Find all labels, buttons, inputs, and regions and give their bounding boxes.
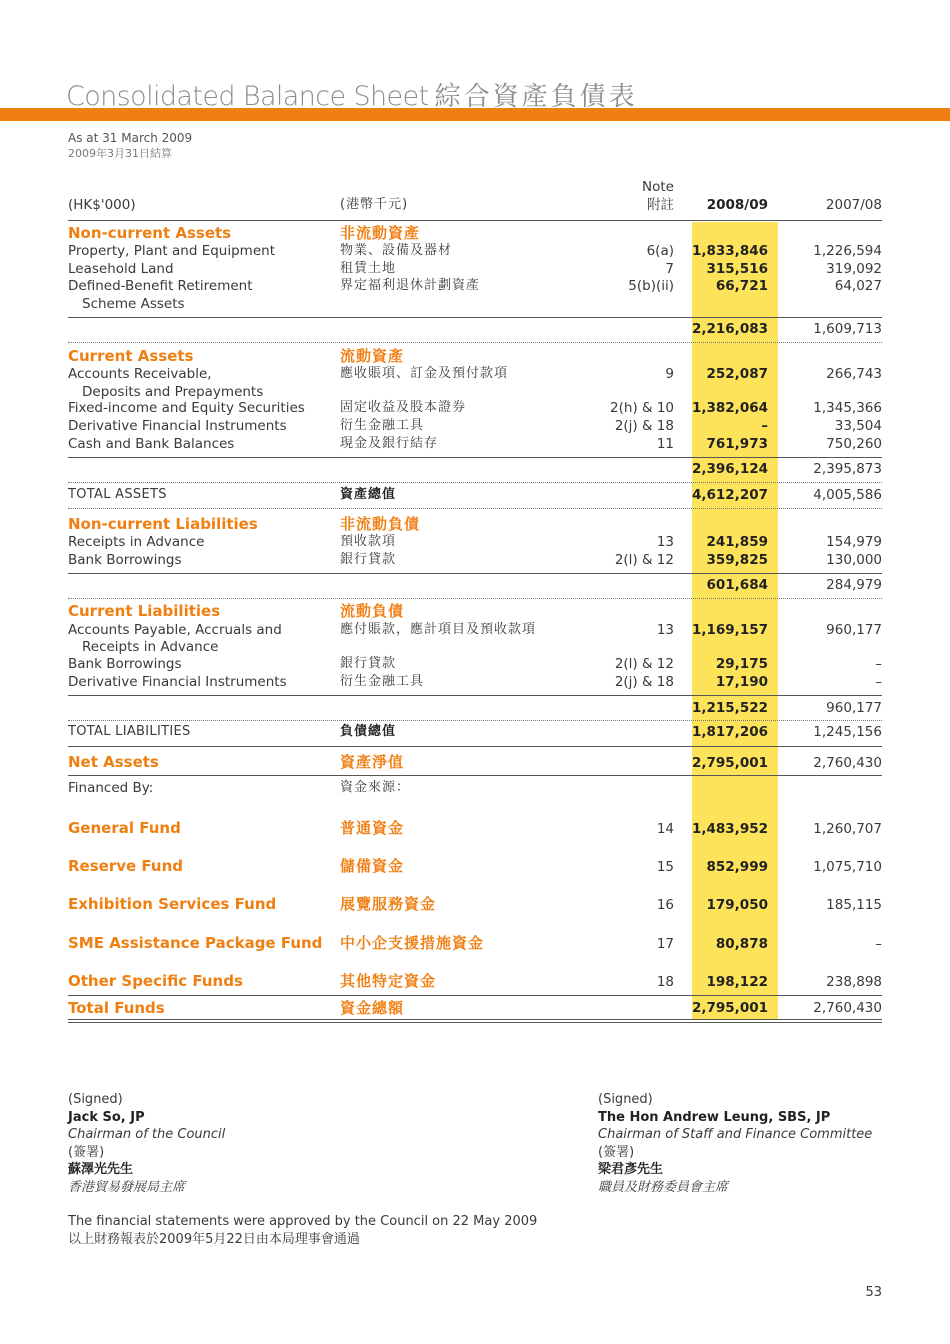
fund-label-zh: 中小企支援措施資金 [340,934,485,952]
row-label-en: Accounts Payable, Accruals and [68,622,282,638]
as-at-en: As at 31 March 2009 [68,131,193,145]
fund-previous-value: 185,115 [826,897,882,913]
total-funds-current: 2,795,001 [691,1000,768,1016]
row-previous-value: 266,743 [826,366,882,382]
row-note: 2(j) & 18 [614,418,674,434]
row-label-en: Receipts in Advance [68,534,205,550]
row-previous-value: 1,345,366 [813,400,882,416]
row-note: 13 [656,534,674,550]
row-previous-value: 130,000 [826,552,882,568]
fund-label-en: SME Assistance Package Fund [68,934,323,952]
signed-label-zh: (簽署) [68,1144,105,1160]
note-header-zh: 附註 [647,197,674,213]
row-note: 2(l) & 12 [614,552,674,568]
fund-label-zh: 展覽服務資金 [340,895,437,913]
row-note: 7 [665,261,674,277]
row-note: 11 [656,436,674,452]
row-label-en: Cash and Bank Balances [68,436,235,452]
fund-note: 18 [656,974,674,990]
unit-label-zh: (港幣千元) [340,197,409,212]
note-header-en: Note [642,179,674,195]
approval-zh: 以上財務報表於2009年5月22日由本局理事會通過 [68,1232,360,1247]
row-note: 2(l) & 12 [614,656,674,672]
fund-note: 15 [656,859,674,875]
signatory-name-zh: 蘇澤光先生 [68,1162,134,1177]
total-liabilities-label-zh: 負債總值 [340,724,397,739]
fund-label-zh: 普通資金 [340,819,405,837]
row-label-en: Property, Plant and Equipment [68,243,275,259]
title-en: Consolidated Balance Sheet [66,81,429,112]
page-number: 53 [865,1285,882,1300]
section-heading-en: Current Liabilities [68,602,221,620]
row-current-value: 315,516 [706,261,768,277]
funds-rule [68,995,882,996]
fund-current-value: 179,050 [706,897,768,913]
fund-current-value: 80,878 [715,936,768,952]
section-heading-en: Non-current Assets [68,224,232,242]
row-current-value: 17,190 [715,674,768,690]
fund-previous-value: 1,075,710 [813,859,882,875]
fund-note: 16 [656,897,674,913]
financed-by-label-en: Financed By: [68,780,154,796]
total-funds-rule-2 [68,1022,882,1023]
row-label-zh: 固定收益及股本證券 [340,400,467,415]
subtotal-previous: 2,395,873 [813,461,882,477]
signature-right [598,1091,872,1196]
row-current-value: 252,087 [706,366,768,382]
row-current-value: 1,169,157 [691,622,768,638]
fund-previous-value: 238,898 [826,974,882,990]
fund-current-value: 198,122 [706,974,768,990]
row-note: 13 [656,622,674,638]
subtotal-current: 2,396,124 [691,461,768,477]
row-label-zh: 租賃土地 [340,261,397,276]
total-liabilities-current: 1,817,206 [691,724,768,740]
signature-left [68,1091,225,1196]
row-note: 2(j) & 18 [614,674,674,690]
row-label-zh: 應付賬款，應計項目及預收款項 [340,622,537,637]
row-label-en: Defined-Benefit Retirement [68,278,253,294]
total-funds-rule-1 [68,1019,882,1020]
subtotal-rule [68,457,882,458]
row-label-zh: 衍生金融工具 [340,418,425,433]
section-heading-en: Non-current Liabilities [68,515,258,533]
fund-note: 14 [656,821,674,837]
as-at-date [68,130,192,162]
signatory-name-en: Jack So, JP [68,1109,145,1125]
header-rule [68,220,882,221]
row-note: 5(b)(ii) [628,278,674,294]
row-label-zh: 應收賬項、訂金及預付款項 [340,366,509,381]
fund-label-en: Exhibition Services Fund [68,895,277,913]
section-divider [68,342,882,343]
section-divider [68,720,882,721]
row-label-en: Bank Borrowings [68,656,182,672]
fund-label-zh: 儲備資金 [340,857,405,875]
section-heading-en: Current Assets [68,347,194,365]
row-label-zh: 現金及銀行結存 [340,436,439,451]
row-label-en-continued: Scheme Assets [82,296,185,312]
row-label-zh: 物業、設備及器材 [340,243,453,258]
row-note: 9 [665,366,674,382]
unit-label-en: (HK$'000) [68,197,136,213]
total-funds-previous: 2,760,430 [813,1000,882,1016]
row-current-value: 359,825 [706,552,768,568]
subtotal-previous: 1,609,713 [813,321,882,337]
row-label-zh: 銀行貸款 [340,552,397,567]
section-divider [68,482,882,483]
subtotal-current: 1,215,522 [691,700,768,716]
row-current-value: 29,175 [715,656,768,672]
signatory-name-en: The Hon Andrew Leung, SBS, JP [598,1109,831,1125]
section-divider [68,508,882,509]
row-current-value: 1,382,064 [691,400,768,416]
row-current-value: 66,721 [715,278,768,294]
row-note: 2(h) & 10 [610,400,674,416]
approval-statement [68,1213,537,1249]
fund-label-en: Reserve Fund [68,857,183,875]
total-liabilities-previous: 1,245,156 [813,724,882,740]
subtotal-rule [68,317,882,318]
signatory-role-en: Chairman of the Council [68,1127,226,1142]
signatory-role-zh: 職員及財務委員會主席 [598,1179,729,1195]
row-previous-value: 33,504 [834,418,882,434]
fund-note: 17 [656,936,674,952]
row-label-zh: 預收款項 [340,534,397,549]
total-funds-label-zh: 資金總額 [340,999,405,1017]
net-assets-rule [68,775,882,776]
fund-previous-value: – [875,936,882,952]
subtotal-current: 601,684 [706,577,768,593]
section-heading-zh: 流動負債 [340,602,405,620]
total-assets-previous: 4,005,586 [813,487,882,503]
row-current-value: 1,833,846 [691,243,768,259]
subtotal-rule [68,695,882,696]
total-rule [68,746,882,747]
section-divider [68,598,882,599]
signed-label-zh: (簽署) [598,1144,635,1160]
current-year-header: 2008/09 [706,197,768,213]
signatory-name-zh: 梁君彥先生 [598,1162,664,1177]
fund-current-value: 852,999 [706,859,768,875]
row-label-zh: 衍生金融工具 [340,674,425,689]
total-assets-label-en: TOTAL ASSETS [68,487,167,502]
row-label-en: Derivative Financial Instruments [68,418,287,434]
row-previous-value: 154,979 [826,534,882,550]
total-funds-label-en: Total Funds [68,999,165,1017]
row-label-en: Derivative Financial Instruments [68,674,287,690]
fund-label-en: Other Specific Funds [68,972,243,990]
section-heading-zh: 非流動資產 [340,224,421,242]
total-liabilities-label-en: TOTAL LIABILITIES [68,724,191,739]
row-previous-value: 64,027 [834,278,882,294]
row-label-zh: 銀行貸款 [340,656,397,671]
row-note: 6(a) [646,243,674,259]
row-previous-value: – [875,674,882,690]
total-assets-label-zh: 資產總值 [340,487,397,502]
section-heading-zh: 非流動負債 [340,515,421,533]
signed-label-en: (Signed) [598,1092,653,1107]
row-current-value: – [761,418,768,434]
row-previous-value: – [875,656,882,672]
row-current-value: 241,859 [706,534,768,550]
net-assets-current: 2,795,001 [691,755,768,771]
subtotal-current: 2,216,083 [691,321,768,337]
section-heading-zh: 流動資產 [340,347,405,365]
page-title [66,78,638,116]
financed-by-label-zh: 資金來源： [340,780,411,795]
as-at-zh: 2009年3月31日結算 [68,147,172,160]
net-assets-label-zh: 資產淨值 [340,753,405,771]
row-previous-value: 960,177 [826,622,882,638]
row-label-en-continued: Receipts in Advance [82,639,219,655]
approval-en: The financial statements were approved by the Council on 22 May 2009 [68,1214,538,1229]
row-label-en-continued: Deposits and Prepayments [82,384,264,400]
row-label-en: Accounts Receivable, [68,366,212,382]
subtotal-rule [68,573,882,574]
signatory-role-zh: 香港貿易發展局主席 [68,1179,186,1195]
title-zh: 綜合資產負債表 [434,82,638,112]
subtotal-previous: 284,979 [826,577,882,593]
fund-label-en: General Fund [68,819,181,837]
net-assets-previous: 2,760,430 [813,755,882,771]
row-previous-value: 319,092 [826,261,882,277]
fund-current-value: 1,483,952 [691,821,768,837]
row-current-value: 761,973 [706,436,768,452]
row-previous-value: 1,226,594 [813,243,882,259]
net-assets-label-en: Net Assets [68,753,159,771]
subtotal-previous: 960,177 [826,700,882,716]
fund-label-zh: 其他特定資金 [340,972,437,990]
signed-label-en: (Signed) [68,1092,123,1107]
row-label-en: Bank Borrowings [68,552,182,568]
row-label-en: Leasehold Land [68,261,174,277]
fund-previous-value: 1,260,707 [813,821,882,837]
signatory-role-en: Chairman of Staff and Finance Committee [598,1127,873,1142]
total-assets-current: 4,612,207 [691,487,768,503]
previous-year-header: 2007/08 [825,197,882,213]
row-previous-value: 750,260 [826,436,882,452]
row-label-zh: 界定福利退休計劃資產 [340,278,481,293]
row-label-en: Fixed-income and Equity Securities [68,400,305,416]
